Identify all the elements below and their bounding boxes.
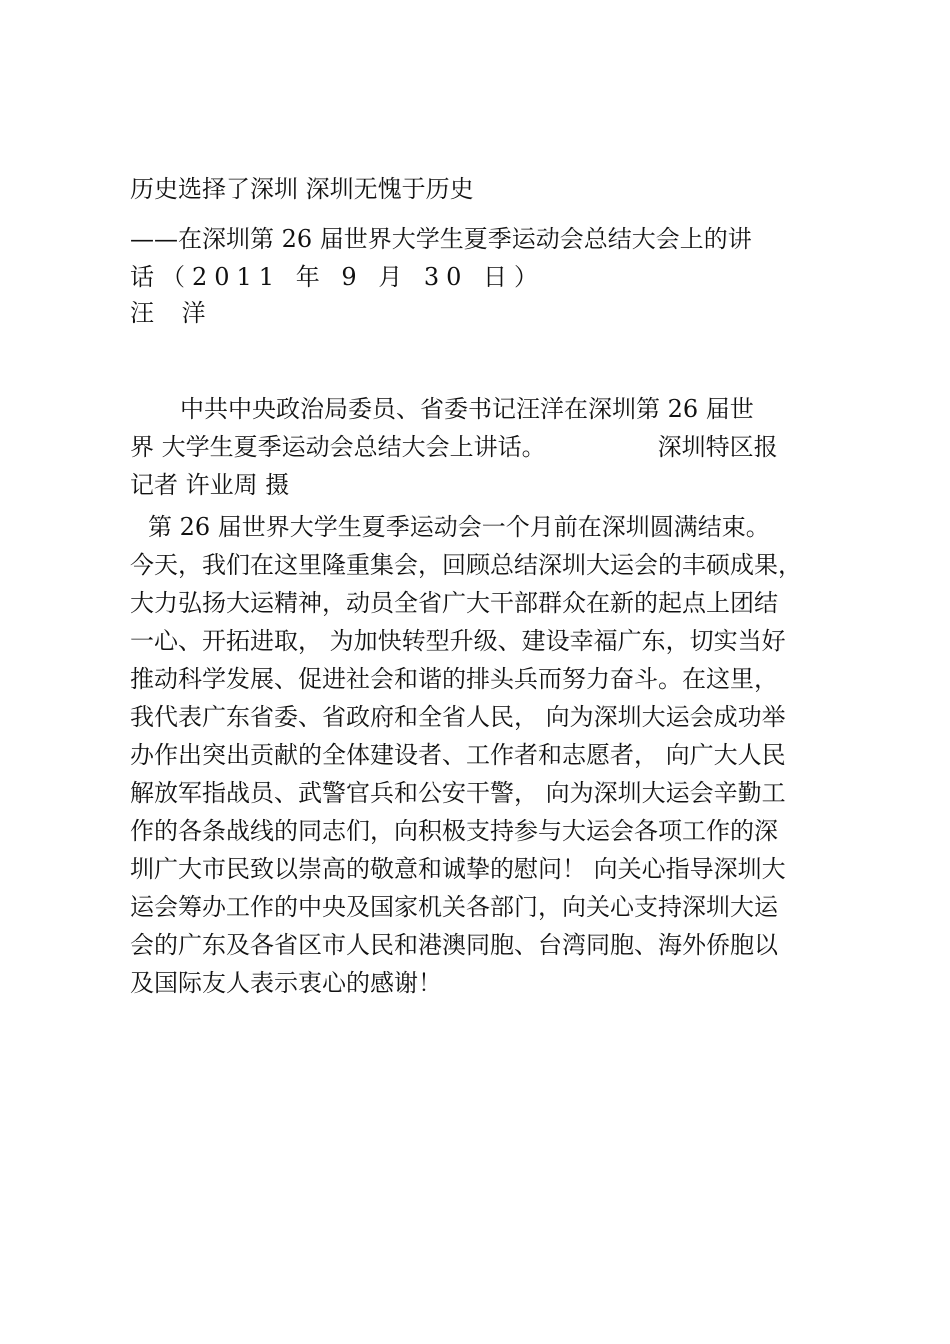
caption-credit-source: 深圳特区报 [657,433,778,461]
body-paragraph [130,508,830,1002]
paragraph-line: 及国际友人表示衷心的感谢！ [130,969,442,997]
paragraph-line: 作的各条战线的同志们，向积极支持参与大运会各项工作的深 [130,817,778,845]
paragraph-line: 大力弘扬大运精神，动员全省广大干部群众在新的起点上团结 [130,589,778,617]
caption-line-2-head: 界 大学生夏季运动会总结大会上讲话。 [130,433,546,461]
paragraph-line: 第 26 届世界大学生夏季运动会一个月前在深圳圆满结束。 [148,513,770,541]
photo-caption [130,390,820,504]
paragraph-line: 解放军指战员、武警官兵和公安干警， 向为深圳大运会辛勤工 [130,779,786,807]
paragraph-line: 今天，我们在这里隆重集会，回顾总结深圳大运会的丰硕成果， [130,551,802,579]
subtitle-line-2: 话（2011 年 9 月 30 日） [130,263,546,291]
author-name: 汪 洋 [130,299,216,327]
subtitle-line-1: ——在深圳第 26 届世界大学生夏季运动会总结大会上的讲 [130,225,752,253]
paragraph-line: 我代表广东省委、省政府和全省人民， 向为深圳大运会成功举 [130,703,786,731]
caption-line-1: 中共中央政治局委员、省委书记汪洋在深圳第 26 届世 [180,395,754,423]
caption-line-3: 记者 许业周 摄 [130,471,290,499]
document-title: 历史选择了深圳 深圳无愧于历史 [130,175,474,203]
document-subtitle [130,220,820,296]
paragraph-line: 会的广东及各省区市人民和港澳同胞、台湾同胞、海外侨胞以 [130,931,778,959]
paragraph-line: 一心、开拓进取， 为加快转型升级、建设幸福广东，切实当好 [130,627,786,655]
paragraph-line: 办作出突出贡献的全体建设者、工作者和志愿者， 向广大人民 [130,741,786,769]
caption-line-2 [130,428,820,466]
paragraph-line: 推动科学发展、促进社会和谐的排头兵而努力奋斗。在这里， [130,665,778,693]
paragraph-line: 圳广大市民致以崇高的敬意和诚挚的慰问！ 向关心指导深圳大 [130,855,786,883]
paragraph-line: 运会筹办工作的中央及国家机关各部门，向关心支持深圳大运 [130,893,778,921]
